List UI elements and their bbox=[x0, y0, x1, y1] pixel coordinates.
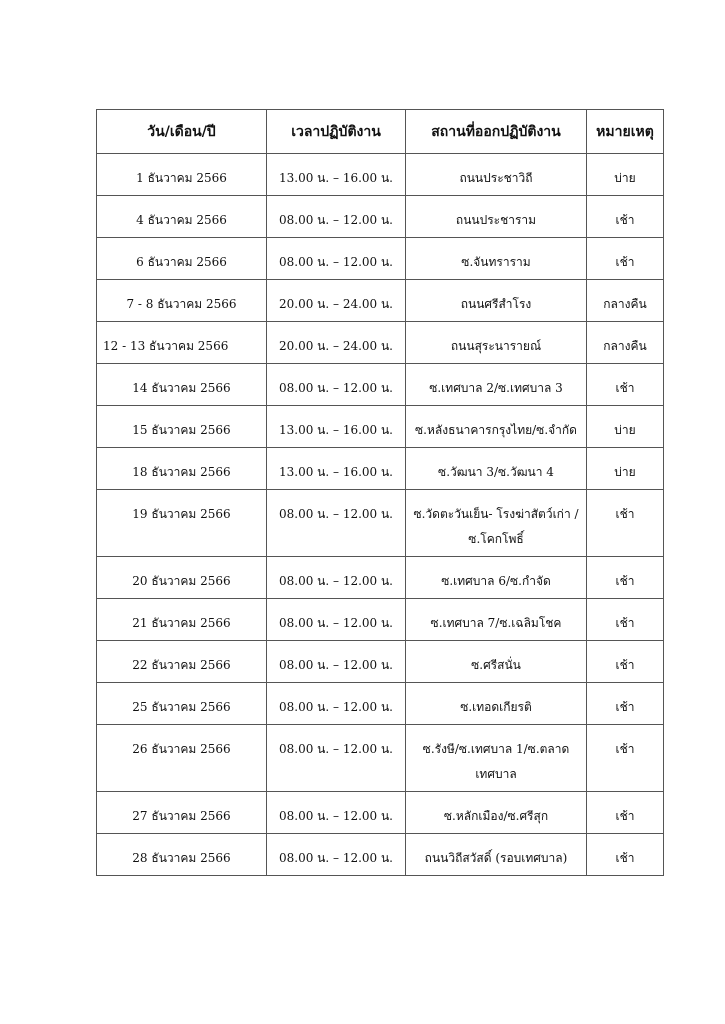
row-location: ซ.เทศบาล 6/ซ.กำจัด bbox=[441, 574, 551, 588]
row-time: 08.00 น. – 12.00 น. bbox=[279, 507, 393, 521]
row-location: ซ.รังษี/ซ.เทศบาล 1/ซ.ตลาด เทศบาล bbox=[422, 742, 570, 781]
row-note: กลางคืน bbox=[603, 297, 647, 311]
row-time: 13.00 น. – 16.00 น. bbox=[279, 465, 393, 479]
table-row bbox=[97, 725, 664, 792]
table-row bbox=[97, 238, 664, 280]
row-date: 21 ธันวาคม 2566 bbox=[132, 616, 231, 630]
row-time: 20.00 น. – 24.00 น. bbox=[279, 339, 393, 353]
table-row bbox=[97, 154, 664, 196]
table-row bbox=[97, 196, 664, 238]
row-note: เช้า bbox=[615, 658, 635, 672]
row-time: 13.00 น. – 16.00 น. bbox=[279, 171, 393, 185]
row-location: ซ.ศรีสนั่น bbox=[471, 658, 521, 672]
row-time: 08.00 น. – 12.00 น. bbox=[279, 700, 393, 714]
row-date: 28 ธันวาคม 2566 bbox=[132, 851, 231, 865]
row-note: กลางคืน bbox=[603, 339, 647, 353]
row-date: 6 ธันวาคม 2566 bbox=[136, 255, 227, 269]
row-date: 15 ธันวาคม 2566 bbox=[132, 423, 231, 437]
row-date: 26 ธันวาคม 2566 bbox=[132, 742, 231, 756]
table-row bbox=[97, 641, 664, 683]
table-row bbox=[97, 557, 664, 599]
row-note: บ่าย bbox=[614, 465, 636, 479]
row-note: เช้า bbox=[615, 700, 635, 714]
table-row bbox=[97, 322, 664, 364]
row-date: 27 ธันวาคม 2566 bbox=[132, 809, 231, 823]
row-location: ซ.เทศบาล 7/ซ.เฉลิมโชค bbox=[430, 616, 562, 630]
row-time: 08.00 น. – 12.00 น. bbox=[279, 851, 393, 865]
header-time: เวลาปฏิบัติงาน bbox=[267, 110, 406, 154]
table-row bbox=[97, 280, 664, 322]
row-location: ถนนศรีสำโรง bbox=[460, 297, 532, 311]
row-time: 08.00 น. – 12.00 น. bbox=[279, 809, 393, 823]
row-time: 08.00 น. – 12.00 น. bbox=[279, 616, 393, 630]
row-location: ถนนสุระนารายณ์ bbox=[450, 339, 542, 353]
schedule-table bbox=[96, 109, 664, 876]
header-row bbox=[97, 110, 664, 154]
schedule-sheet bbox=[96, 109, 663, 876]
table-row bbox=[97, 364, 664, 406]
row-note: บ่าย bbox=[614, 171, 636, 185]
table-row bbox=[97, 448, 664, 490]
row-time: 20.00 น. – 24.00 น. bbox=[279, 297, 393, 311]
row-location: ถนนวิถีสวัสดิ์ (รอบเทศบาล) bbox=[424, 851, 568, 865]
row-note: บ่าย bbox=[614, 423, 636, 437]
row-location: ถนนประชาวิถี bbox=[459, 171, 533, 185]
row-time: 08.00 น. – 12.00 น. bbox=[279, 213, 393, 227]
row-date: 7 - 8 ธันวาคม 2566 bbox=[126, 297, 237, 311]
row-location: ซ.วัฒนา 3/ซ.วัฒนา 4 bbox=[438, 465, 554, 479]
row-note: เช้า bbox=[615, 616, 635, 630]
row-location: ซ.จันทราราม bbox=[461, 255, 531, 269]
table-body bbox=[97, 154, 664, 876]
row-location: ซ.เทอดเกียรติ bbox=[460, 700, 532, 714]
row-date: 14 ธันวาคม 2566 bbox=[132, 381, 231, 395]
row-location: ซ.หลักเมือง/ซ.ศรีสุก bbox=[443, 809, 549, 823]
table-row bbox=[97, 599, 664, 641]
row-date: 12 - 13 ธันวาคม 2566 bbox=[103, 339, 229, 353]
table-header bbox=[97, 110, 664, 154]
row-time: 08.00 น. – 12.00 น. bbox=[279, 658, 393, 672]
row-date: 4 ธันวาคม 2566 bbox=[136, 213, 227, 227]
row-note: เช้า bbox=[615, 851, 635, 865]
table-row bbox=[97, 834, 664, 876]
row-note: เช้า bbox=[615, 255, 635, 269]
table-row bbox=[97, 683, 664, 725]
row-note: เช้า bbox=[615, 574, 635, 588]
row-date: 20 ธันวาคม 2566 bbox=[132, 574, 231, 588]
row-note: เช้า bbox=[615, 507, 635, 521]
row-time: 08.00 น. – 12.00 น. bbox=[279, 742, 393, 756]
row-location: ซ.เทศบาล 2/ซ.เทศบาล 3 bbox=[429, 381, 563, 395]
row-time: 08.00 น. – 12.00 น. bbox=[279, 381, 393, 395]
row-date: 22 ธันวาคม 2566 bbox=[132, 658, 231, 672]
header-location: สถานที่ออกปฏิบัติงาน bbox=[406, 110, 587, 154]
row-note: เช้า bbox=[615, 809, 635, 823]
row-time: 08.00 น. – 12.00 น. bbox=[279, 574, 393, 588]
row-note: เช้า bbox=[615, 742, 635, 756]
row-time: 13.00 น. – 16.00 น. bbox=[279, 423, 393, 437]
row-time: 08.00 น. – 12.00 น. bbox=[279, 255, 393, 269]
header-date: วัน/เดือน/ปี bbox=[97, 110, 267, 154]
row-location: ซ.วัดตะวันเย็น- โรงฆ่าสัตว์เก่า / ซ.โคกโพธิ์ bbox=[413, 507, 579, 546]
row-date: 19 ธันวาคม 2566 bbox=[132, 507, 231, 521]
row-location: ถนนประชาราม bbox=[455, 213, 537, 227]
row-date: 18 ธันวาคม 2566 bbox=[132, 465, 231, 479]
header-note: หมายเหตุ bbox=[587, 110, 664, 154]
table-row bbox=[97, 406, 664, 448]
row-note: เช้า bbox=[615, 213, 635, 227]
row-date: 25 ธันวาคม 2566 bbox=[132, 700, 231, 714]
row-location: ซ.หลังธนาคารกรุงไทย/ซ.จำกัด bbox=[415, 423, 577, 437]
table-row bbox=[97, 792, 664, 834]
row-note: เช้า bbox=[615, 381, 635, 395]
table-row bbox=[97, 490, 664, 557]
row-date: 1 ธันวาคม 2566 bbox=[136, 171, 227, 185]
